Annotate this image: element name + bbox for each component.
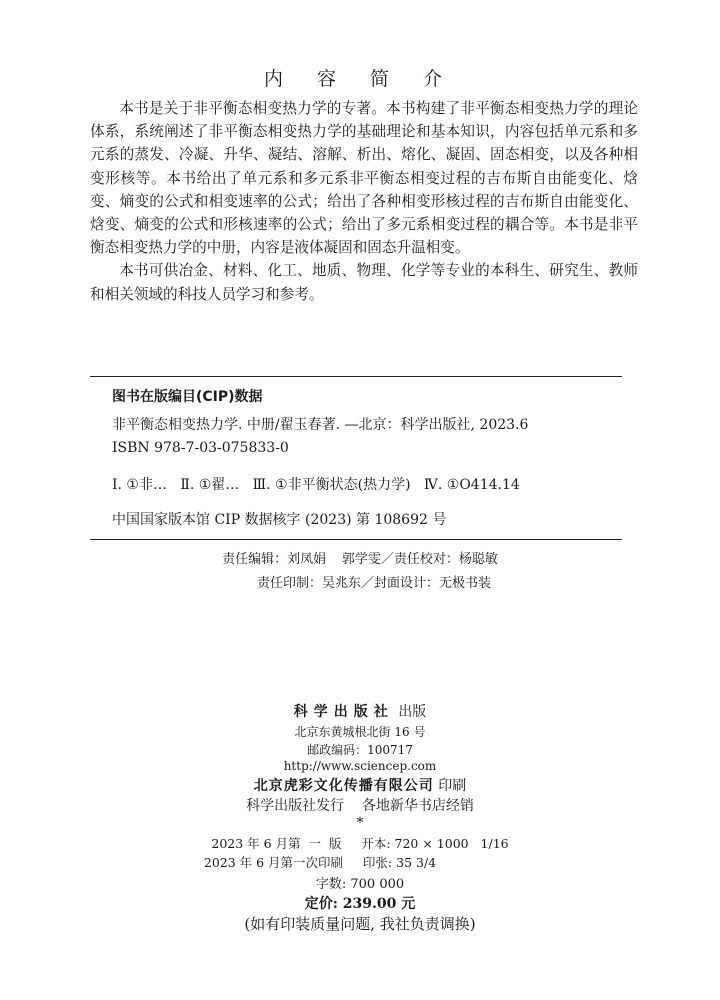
distribution-line: 科学出版社发行 各地新华书店经销 xyxy=(246,798,474,814)
cip-top-rule xyxy=(90,376,622,377)
price-line xyxy=(0,893,720,913)
quality-notice: (如有印装质量问题, 我社负责调换) xyxy=(244,915,476,933)
intro-text xyxy=(90,97,638,306)
printer-suffix: 印刷 xyxy=(433,778,467,794)
cip-heading: 图书在版编目(CIP)数据 xyxy=(112,389,263,405)
publisher-url: http://www.sciencep.com xyxy=(283,759,437,773)
cip-record-number: 中国国家版本馆 CIP 数据核字 (2023) 第 108692 号 xyxy=(112,512,447,528)
credits-line-1: 责任编辑：刘凤娟 郭学雯／责任校对：杨聪敏 xyxy=(222,552,498,567)
printer-line xyxy=(0,775,720,795)
wordcount-label: 字数: xyxy=(315,877,351,892)
intro-paragraph-2: 本书可供冶金、材料、化工、地质、物理、化学等专业的本科生、研究生、教师和相关领域的科技人员学习和参考。 xyxy=(90,262,638,303)
credits-line-2: 责任印制：吴兆东／封面设计：无极书装 xyxy=(256,576,491,591)
publisher-suffix: 出版 xyxy=(393,704,427,720)
cip-bottom-rule xyxy=(90,539,622,540)
price-label: 定价: xyxy=(304,896,343,912)
cip-isbn: ISBN 978-7-03-075833-0 xyxy=(112,440,289,456)
separator-star: * xyxy=(356,815,364,831)
edition-line: 2023 年 6 月第 一 版 开本: 720 × 1000 1/16 xyxy=(211,836,509,851)
wordcount-line xyxy=(0,873,720,892)
price-value: 239.00 元 xyxy=(342,896,416,912)
publisher-postcode: 邮政编码：100717 xyxy=(307,743,413,757)
intro-paragraph-1: 本书是关于非平衡态相变热力学的专著。本书构建了非平衡态相变热力学的理论体系，系统阐述了非平衡态相变热力学的基础理论和基本知识，内容包括单元系和多元系的蒸发、冷凝、升华、凝结、溶解、析出、熔化、凝固、固态相变，以及各种相变形核等。本书给出了单元系和多元系非平衡态相变过程的吉布斯自由能变化、焓变、熵变的公式和相变速率的公式；给出了各种相变形核过程的吉布斯自由能变化、焓变、熵变的公式和形核速率的公式；给出了多元系相变过程的耦合等。本书是非平衡态相变热力学的中册，内容是液体凝固和固态升温相变。 xyxy=(90,100,638,257)
printing-line: 2023 年 6 月第一次印刷 印张: 35 3/4 xyxy=(203,855,437,870)
cip-classification: Ⅰ. ①非… Ⅱ. ①翟… Ⅲ. ①非平衡状态(热力学) Ⅳ. ①O414.14 xyxy=(112,477,520,493)
publisher-address: 北京东黄城根北街 16 号 xyxy=(294,725,426,739)
cip-record: 非平衡态相变热力学. 中册/翟玉春著. —北京：科学出版社, 2023.6 xyxy=(112,417,529,433)
page-title: 内 容 简 介 xyxy=(263,68,457,90)
wordcount-value: 700 000 xyxy=(350,877,405,892)
publisher-seal: 科学出版社 xyxy=(293,704,394,720)
printer-seal: 北京虎彩文化传播有限公司 xyxy=(253,778,434,794)
publisher-line xyxy=(0,701,720,721)
